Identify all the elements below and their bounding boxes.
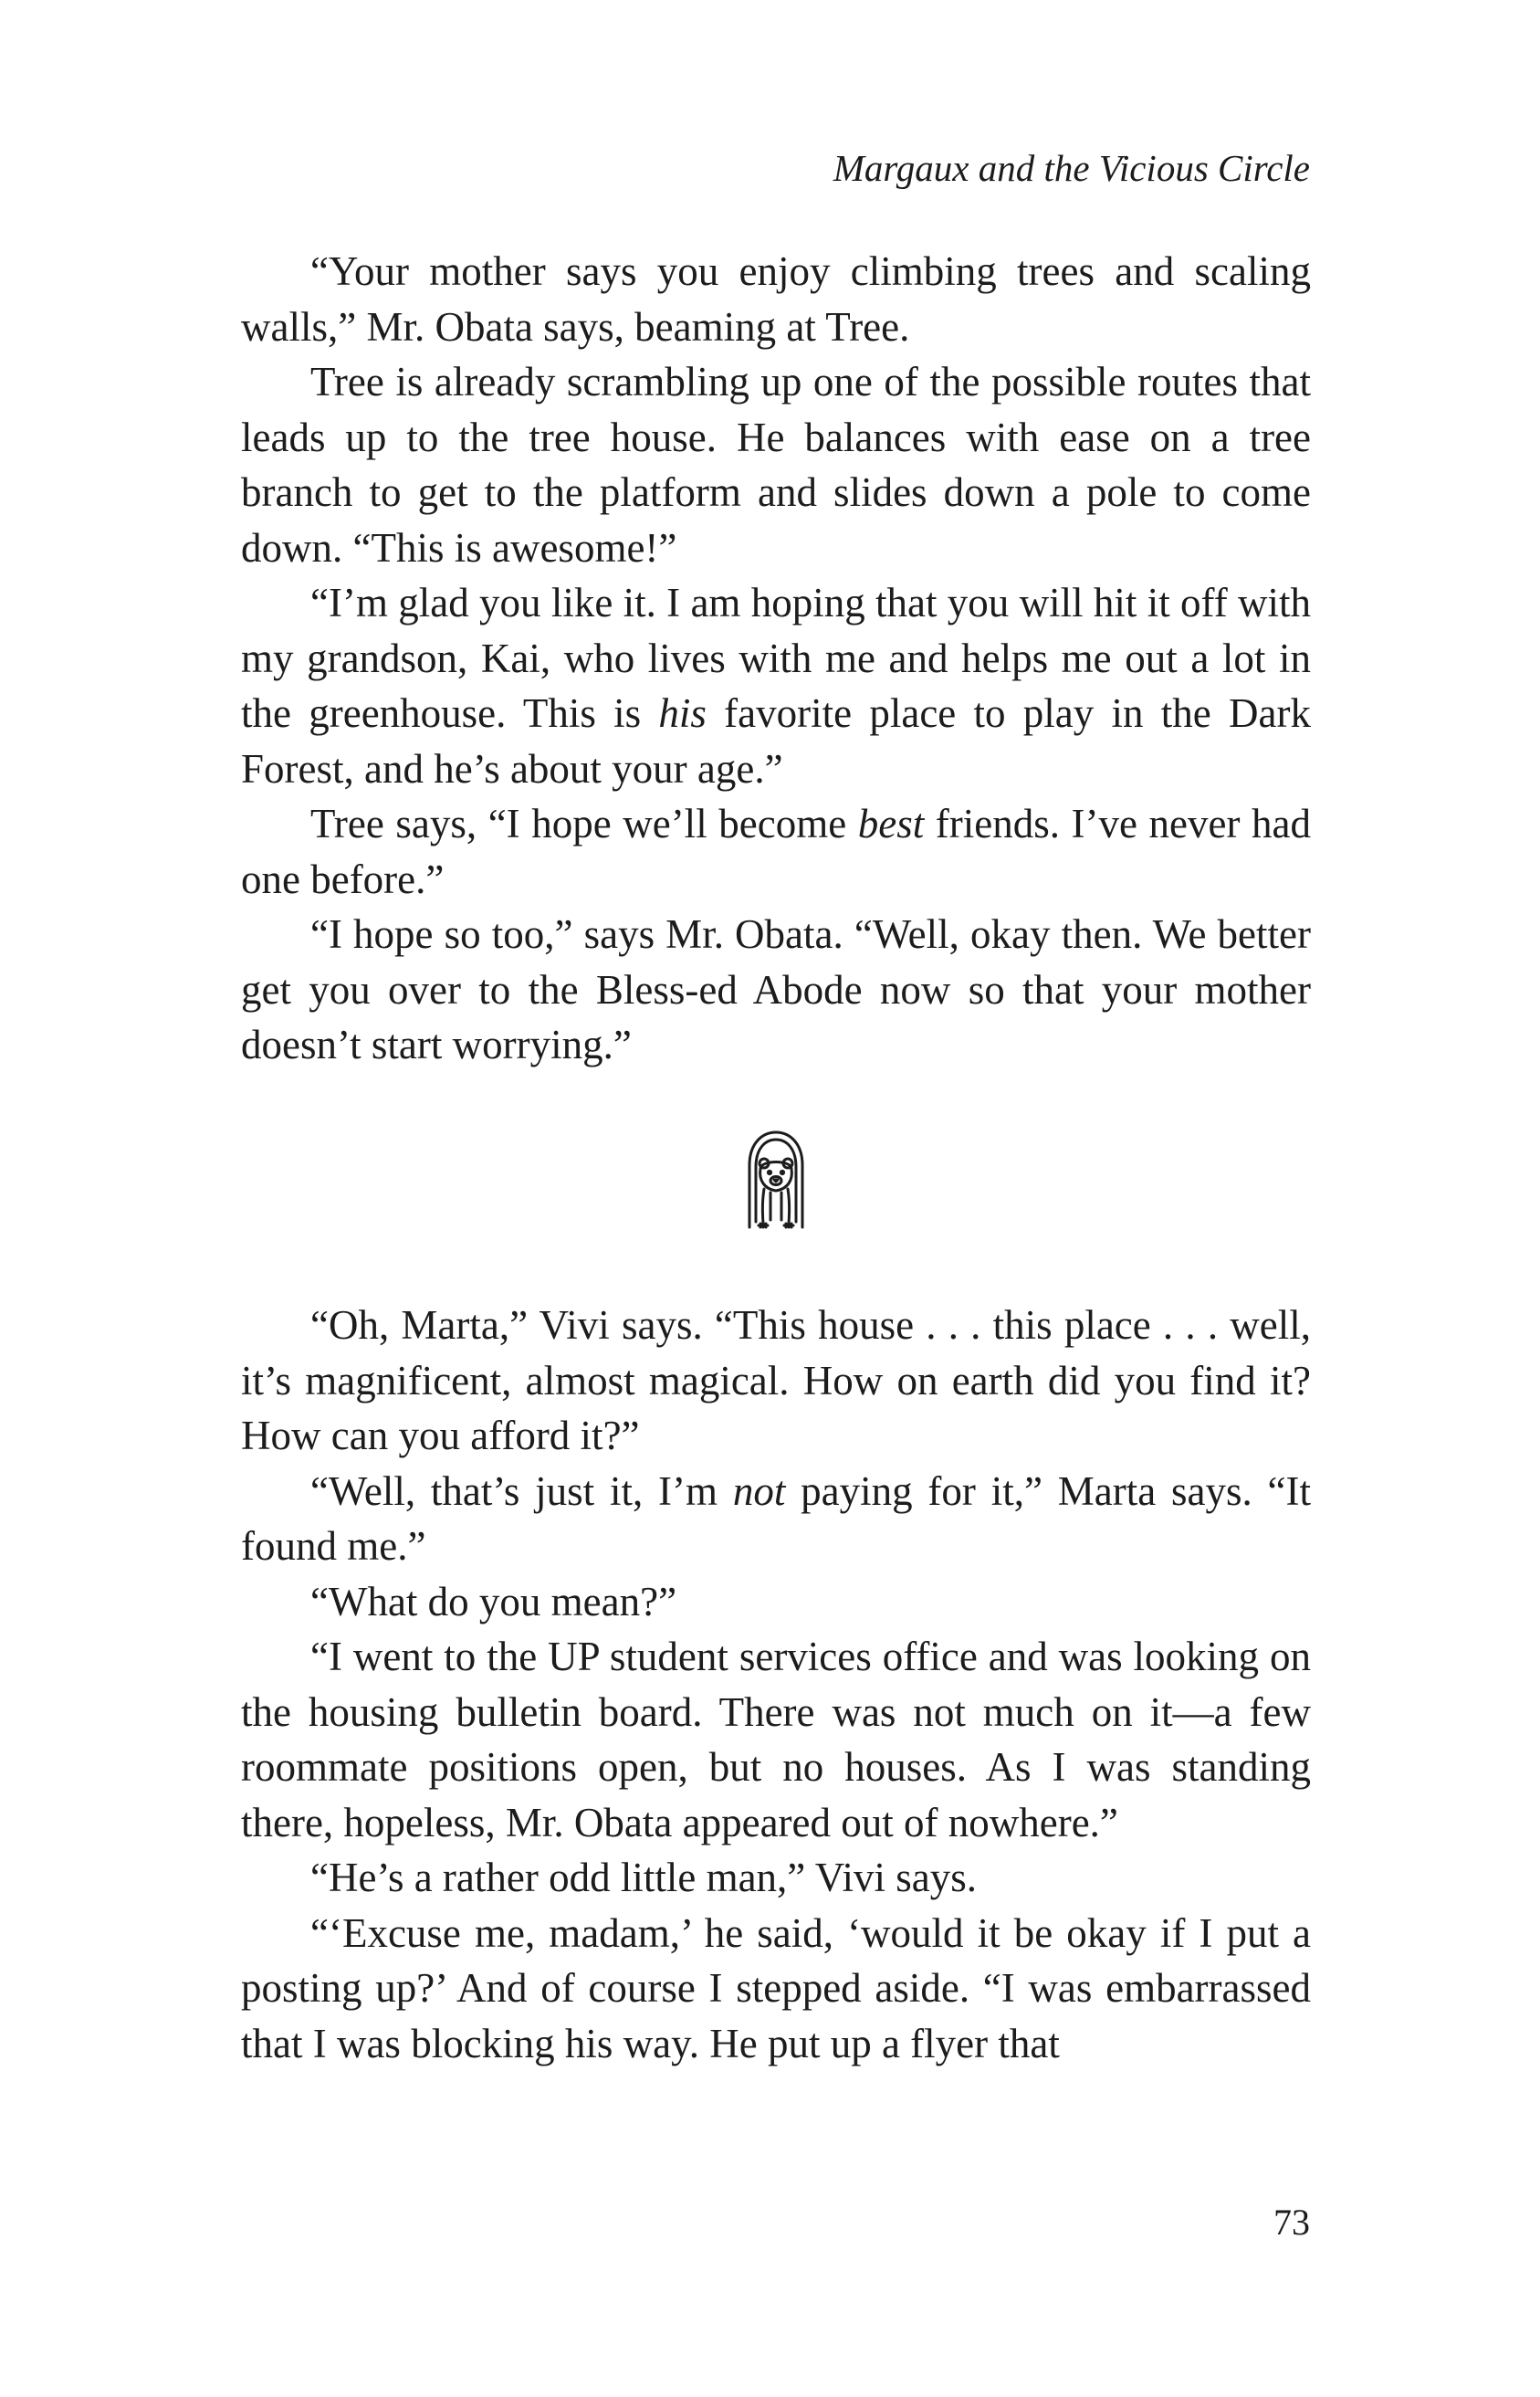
paragraph: Tree is already scrambling up one of the possible routes that leads up to the tree house. He balances with ease on a tree branch to get to the platform and slides down a pole to come down. “This is awesome!” bbox=[241, 359, 1311, 571]
paragraph: “Oh, Marta,” Vivi says. “This house . . . this place . . . well, it’s magnificent, almost magical. How on earth did you find it? How can you afford it?” bbox=[241, 1302, 1311, 1458]
paragraph-text: Tree says, “I hope we’ll become bbox=[310, 801, 858, 846]
page-number: 73 bbox=[1273, 2202, 1310, 2243]
paragraph bbox=[241, 796, 1311, 907]
paragraph: “I went to the UP student services office and was looking on the housing bulletin board. There was not much on it—a few roommate positions open, but no houses. As I was standing there, hopeless, Mr. Obata appeared out of nowhere.” bbox=[241, 1634, 1311, 1845]
paragraph: “What do you mean?” bbox=[310, 1578, 677, 1624]
emphasis-text: not bbox=[732, 1467, 786, 1514]
section-2-text bbox=[241, 1298, 1311, 2071]
bear-in-arch-icon bbox=[740, 1129, 812, 1235]
section-1-text bbox=[241, 244, 1311, 1073]
paragraph-text: “Well, that’s just it, I’m bbox=[310, 1467, 733, 1514]
paragraph: “I hope so too,” says Mr. Obata. “Well, okay then. We better get you over to the Bless-ed Abode now so that your mother doesn’t start worrying.” bbox=[241, 911, 1311, 1067]
paragraph bbox=[241, 575, 1311, 796]
paragraph: “Your mother says you enjoy climbing trees and scaling walls,” Mr. Obata says, beaming at Tree. bbox=[241, 248, 1311, 350]
paragraph-text: favorite place to play in the Dark Forest, and he’s about your age.” bbox=[241, 690, 1311, 792]
paragraph bbox=[241, 1464, 1311, 1574]
paragraph-text: paying for it,” Marta says. “It found me.” bbox=[241, 1467, 1311, 1569]
paragraph: “‘Excuse me, madam,’ he said, ‘would it be okay if I put a posting up?’ And of course I stepped aside. “I was embarrassed that I was blocking his way. He put up a flyer that bbox=[241, 1909, 1311, 2066]
paragraph-text: “I’m glad you like it. I am hoping that you will hit it off with my grandson, Kai, who lives with me and helps me out a lot in the greenhouse. This is bbox=[241, 580, 1311, 736]
emphasis-text: his bbox=[658, 690, 707, 736]
emphasis-text: best bbox=[857, 801, 925, 846]
running-head-title: Margaux and the Vicious Circle bbox=[833, 147, 1310, 189]
paragraph: “He’s a rather odd little man,” Vivi says. bbox=[310, 1855, 978, 1900]
paragraph-text: friends. I’ve never had one before.” bbox=[241, 801, 1311, 902]
